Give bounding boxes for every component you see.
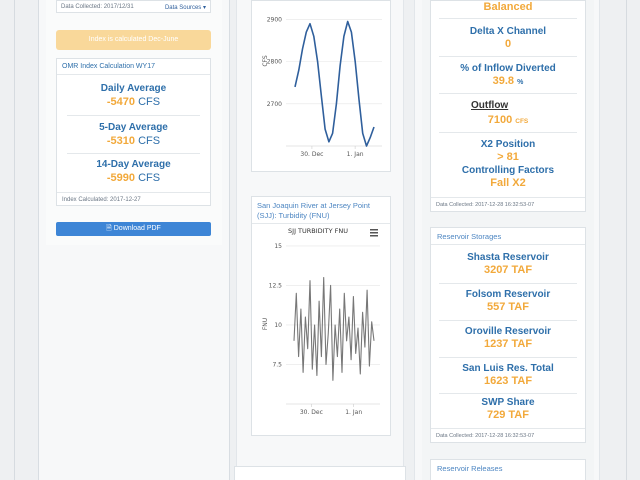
x-tick-label: 1. Jan [346, 151, 364, 158]
series-line [294, 278, 374, 381]
shasta-value: 3207 TAF [483, 264, 533, 276]
fourteen-day-average-number: -5990 [106, 172, 136, 184]
data-collected-card [56, 0, 211, 13]
five-day-average-unit: CFS [138, 135, 161, 147]
daily-average-value [57, 96, 210, 108]
y-tick-label: 2900 [266, 16, 282, 24]
fourteen-day-average-unit: CFS [138, 172, 161, 184]
x-tick-label: 1. Jan [345, 409, 363, 416]
daily-average-unit: CFS [138, 96, 161, 108]
y-tick-label: 10 [274, 321, 282, 329]
page-frame-left [14, 0, 15, 480]
turbidity-chart-title: SJJ TURBIDITY FNU [288, 227, 348, 235]
fourteen-day-average-value [57, 172, 210, 184]
oroville-value: 1237 TAF [483, 338, 533, 350]
daily-average-number: -5470 [106, 96, 136, 108]
outflow-value [431, 114, 585, 126]
reservoir-storages-header: Reservoir Storages [437, 232, 502, 241]
outflow-link[interactable]: Outflow [471, 100, 509, 111]
outflow-number: 7100 [487, 114, 513, 126]
download-pdf-label: Download PDF [113, 225, 161, 232]
shasta-label: Shasta Reservoir [467, 252, 549, 263]
outflow-unit: CFS [515, 118, 529, 125]
pdf-icon: 🗎 [106, 225, 112, 232]
reservoir-storages-card [430, 227, 586, 443]
divider [439, 320, 577, 321]
oroville-label: Oroville Reservoir [464, 326, 552, 337]
divider [439, 18, 577, 19]
omr-index-card [56, 58, 211, 206]
controlling-factors-label: Controlling Factors [461, 165, 555, 176]
x-tick-label: 30. Dec [299, 409, 323, 416]
index-calculated-text: Index Calculated: 2017-12-27 [62, 197, 141, 203]
caret-down-icon: ▾ [202, 5, 206, 11]
download-pdf-button[interactable] [56, 222, 211, 236]
controlling-factors-value: Fall X2 [490, 177, 526, 189]
turbidity-card [251, 196, 391, 436]
y-tick-label: 2800 [266, 58, 282, 66]
divider [431, 244, 585, 245]
divider [431, 428, 585, 429]
san-luis-value: 1623 TAF [483, 375, 533, 387]
x2-position-value: > 81 [497, 151, 519, 163]
turbidity-y-axis-label: FNU [262, 317, 269, 331]
divider [57, 192, 210, 193]
x2-position-label: X2 Position [480, 139, 536, 150]
delta-x-label: Delta X Channel [469, 26, 547, 37]
reservoir-releases-card [430, 459, 586, 480]
folsom-value: 557 TAF [487, 301, 529, 313]
turbidity-chart [252, 224, 390, 434]
data-collected-text: Data Collected: 2017/12/31 [61, 4, 134, 10]
flow-chart [252, 1, 390, 171]
five-day-average-value [57, 135, 210, 147]
bottom-middle-card [234, 466, 406, 480]
x-tick-label: 30. Dec [300, 151, 324, 158]
data-collected-text: Data Collected: 2017-12-28 16:32:53-07 [436, 433, 535, 439]
page-frame-right [626, 0, 627, 480]
swp-share-label: SWP Share [481, 397, 535, 408]
daily-average-label: Daily Average [100, 83, 167, 94]
five-day-average-label: 5-Day Average [99, 122, 168, 133]
reservoir-releases-header: Reservoir Releases [437, 464, 503, 473]
inflow-diverted-value [431, 75, 585, 87]
inflow-diverted-number: 39.8 [492, 75, 515, 87]
y-tick-label: 12.5 [268, 282, 282, 290]
swp-share-value: 729 TAF [487, 409, 529, 421]
data-sources-label: Data Sources [164, 5, 202, 11]
divider [439, 393, 577, 394]
data-collected-text: Data Collected: 2017-12-28 16:32:53-07 [436, 202, 535, 208]
divider [57, 74, 210, 75]
calculation-banner: Index is calculated Dec-June [56, 30, 211, 50]
omr-title: OMR Index Calculation WY17 [62, 63, 155, 70]
y-tick-label: 2700 [266, 100, 282, 108]
data-sources-dropdown[interactable] [165, 4, 206, 11]
five-day-average-number: -5310 [106, 135, 136, 147]
inflow-diverted-unit: % [517, 79, 524, 86]
divider [431, 197, 585, 198]
flow-chart-card [251, 0, 391, 172]
inflow-diverted-label: % of Inflow Diverted [460, 63, 556, 74]
flow-y-axis-label: CFS [262, 55, 269, 67]
delta-x-value: 0 [504, 38, 512, 50]
menu-icon[interactable] [370, 229, 378, 237]
divider [439, 93, 577, 94]
delta-conditions-card [430, 0, 586, 212]
series-line [295, 22, 374, 147]
divider [439, 56, 577, 57]
divider [67, 115, 200, 116]
y-tick-label: 15 [274, 242, 282, 250]
turbidity-title: San Joaquin River at Jersey Point (SJJ): Turbidity (FNU) [257, 201, 370, 220]
divider [439, 132, 577, 133]
fourteen-day-average-label: 14-Day Average [96, 159, 171, 170]
balanced-status: Balanced [483, 1, 533, 13]
divider [439, 357, 577, 358]
folsom-label: Folsom Reservoir [465, 289, 551, 300]
san-luis-label: San Luis Res. Total [462, 363, 554, 374]
divider [439, 283, 577, 284]
divider [67, 153, 200, 154]
y-tick-label: 7.5 [272, 361, 282, 369]
